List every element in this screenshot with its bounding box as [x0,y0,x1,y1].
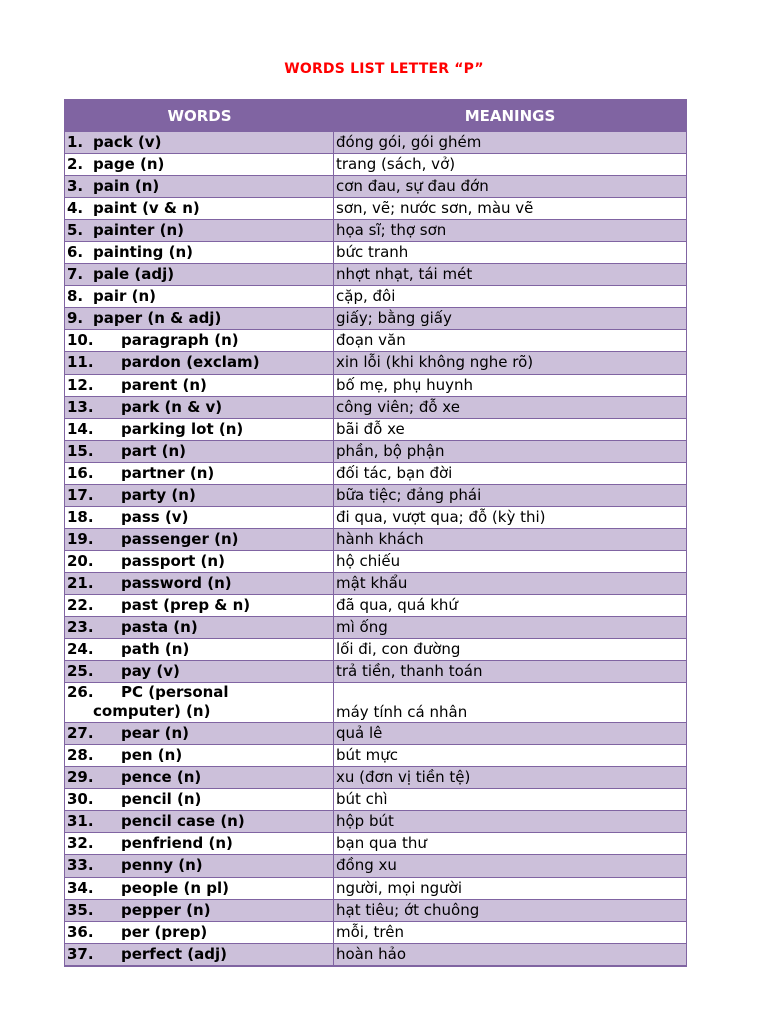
table-row [65,745,686,767]
word-text: paragraph (n) [121,331,239,350]
table-row [65,132,686,154]
row-number: 6. [67,243,84,262]
row-number: 34. [67,878,94,897]
row-number: 36. [67,922,94,941]
table-row [65,375,686,397]
word-text: paint (v & n) [93,199,200,218]
word-text: party (n) [121,485,196,504]
word-text: pardon (exclam) [121,353,260,372]
word-text: pale (adj) [93,265,175,284]
word-cell [65,397,334,418]
meaning-cell: quả lê [336,724,383,743]
word-text: painter (n) [93,221,185,240]
word-cell [65,264,334,285]
word-text: PC (personal [121,683,229,702]
word-text: part (n) [121,441,187,460]
word-cell [65,419,334,440]
word-text: pencil case (n) [121,812,245,831]
word-cell [65,441,334,462]
row-number: 13. [67,397,94,416]
row-number: 30. [67,790,94,809]
word-cell [65,639,334,660]
meaning-cell: hạt tiêu; ớt chuông [336,900,480,919]
meaning-cell: bữa tiệc; đảng phái [336,485,482,504]
meaning-cell: đồng xu [336,856,397,875]
row-number: 23. [67,618,94,637]
meaning-cell: mỗi, trên [336,922,404,941]
header-words: WORDS [167,106,232,125]
meaning-cell: trang (sách, vở) [336,155,456,174]
table-row [65,617,686,639]
row-number: 29. [67,768,94,787]
meaning-cell: hộp bút [336,812,394,831]
row-number: 32. [67,834,94,853]
meaning-cell: bãi đỗ xe [336,419,405,438]
meaning-cell: hoàn hảo [336,944,407,963]
row-number: 15. [67,441,94,460]
meaning-cell: bút mực [336,746,399,765]
table-row [65,878,686,900]
table-row [65,767,686,789]
word-cell [65,900,334,921]
meaning-cell: đã qua, quá khứ [336,595,458,614]
word-text: paper (n & adj) [93,309,222,328]
table-row [65,154,686,176]
row-number: 14. [67,419,94,438]
word-text: pack (v) [93,133,162,151]
word-cell [65,922,334,943]
row-number: 35. [67,900,94,919]
word-cell [65,132,334,153]
row-number: 7. [67,265,84,284]
table-row [65,441,686,463]
word-cell [65,529,334,550]
meaning-cell: đoạn văn [336,331,406,350]
meaning-cell: đóng gói, gói ghém [336,133,482,151]
row-number: 3. [67,177,84,196]
row-number: 5. [67,221,84,240]
word-text: pear (n) [121,724,190,743]
word-cell [65,723,334,744]
page-title: WORDS LIST LETTER “P” [284,61,484,77]
word-text: perfect (adj) [121,944,228,963]
word-cell [65,833,334,854]
word-text: per (prep) [121,922,208,941]
word-text-continued: computer) (n) [93,702,211,721]
row-number: 27. [67,724,94,743]
meaning-cell: đi qua, vượt qua; đỗ (kỳ thi) [336,507,546,526]
table-row [65,352,686,374]
row-number: 25. [67,662,94,681]
table-row [65,855,686,877]
table-row [65,330,686,352]
word-text: pass (v) [121,507,189,526]
word-text: past (prep & n) [121,595,251,614]
row-number: 21. [67,573,94,592]
row-number: 37. [67,944,94,963]
meaning-cell: trả tiền, thanh toán [336,662,483,681]
word-text: passenger (n) [121,529,239,548]
word-text: passport (n) [121,551,225,570]
word-cell [65,330,334,351]
meaning-cell: công viên; đỗ xe [336,397,460,416]
meaning-cell: bức tranh [336,243,409,262]
row-number: 16. [67,463,94,482]
word-text: penfriend (n) [121,834,233,853]
row-number: 8. [67,287,84,306]
table-row [65,485,686,507]
meaning-cell: lối đi, con đường [336,640,461,659]
word-cell [65,551,334,572]
word-text: pepper (n) [121,900,211,919]
meaning-cell: hành khách [336,529,424,548]
word-text: parking lot (n) [121,419,244,438]
table-row [65,264,686,286]
word-cell [65,789,334,810]
meaning-cell: cặp, đôi [336,287,396,306]
row-number: 17. [67,485,94,504]
meaning-cell: nhợt nhạt, tái mét [336,265,473,284]
table-row [65,551,686,573]
word-text: pence (n) [121,768,202,787]
table-row [65,811,686,833]
word-cell [65,944,334,965]
row-number: 1. [67,133,84,151]
meaning-cell: mật khẩu [336,573,408,592]
table-row [65,900,686,922]
word-text: page (n) [93,155,165,174]
meaning-cell: máy tính cá nhân [336,703,468,722]
word-text: path (n) [121,640,190,659]
word-cell [65,463,334,484]
meaning-cell: sơn, vẽ; nước sơn, màu vẽ [336,199,534,218]
row-number: 20. [67,551,94,570]
word-cell [65,617,334,638]
table-row [65,595,686,617]
row-number: 10. [67,331,94,350]
word-cell [65,242,334,263]
word-text: pen (n) [121,746,183,765]
word-cell [65,811,334,832]
meaning-cell: bố mẹ, phụ huynh [336,375,474,394]
table-row [65,308,686,330]
meaning-cell: đối tác, bạn đời [336,463,453,482]
word-text: password (n) [121,573,232,592]
word-cell [65,220,334,241]
table-row [65,463,686,485]
word-text: park (n & v) [121,397,223,416]
word-cell [65,485,334,506]
table-row [65,529,686,551]
word-text: penny (n) [121,856,203,875]
table-row [65,198,686,220]
word-cell [65,573,334,594]
row-number: 12. [67,375,94,394]
word-cell [65,198,334,219]
row-number: 9. [67,309,84,328]
table-row [65,723,686,745]
word-text: pencil (n) [121,790,202,809]
word-text: pay (v) [121,662,180,681]
word-cell [65,595,334,616]
row-number: 11. [67,353,94,372]
table-row [65,286,686,308]
table-row [65,573,686,595]
table-row [65,922,686,944]
word-cell [65,507,334,528]
table-row [65,507,686,529]
word-cell [65,745,334,766]
word-text: people (n pl) [121,878,229,897]
meaning-cell: xu (đơn vị tiền tệ) [336,768,471,787]
header-meanings: MEANINGS [464,106,556,125]
table-row [65,242,686,264]
meaning-cell: họa sĩ; thợ sơn [336,221,447,240]
meaning-cell: phần, bộ phận [336,441,445,460]
word-text: parent (n) [121,375,207,394]
meaning-cell: người, mọi người [336,878,463,897]
word-cell [65,661,334,682]
word-cell [65,352,334,373]
meaning-cell: bút chì [336,790,388,809]
meaning-cell: giấy; bằng giấy [336,309,452,328]
row-number: 26. [67,683,94,702]
word-cell [65,286,334,307]
table-row [65,176,686,198]
word-cell [65,308,334,329]
table-row [65,789,686,811]
table-row [65,833,686,855]
word-cell [65,855,334,876]
row-number: 28. [67,746,94,765]
row-number: 33. [67,856,94,875]
meaning-cell: mì ống [336,618,388,637]
table-row [65,639,686,661]
table-row [65,397,686,419]
table-row [65,683,686,723]
table-body [65,132,686,966]
meaning-cell: cơn đau, sự đau đớn [336,177,489,196]
meaning-cell: hộ chiếu [336,551,401,570]
row-number: 4. [67,199,84,218]
word-text: partner (n) [121,463,215,482]
meaning-cell: xin lỗi (khi không nghe rõ) [336,353,534,372]
word-text: pain (n) [93,177,160,196]
row-number: 31. [67,812,94,831]
word-text: pair (n) [93,287,157,306]
table-row [65,220,686,242]
word-cell [65,176,334,197]
row-number: 24. [67,640,94,659]
meaning-cell: bạn qua thư [336,834,427,853]
word-text: painting (n) [93,243,194,262]
word-cell [65,878,334,899]
row-number: 19. [67,529,94,548]
words-table [64,99,687,967]
table-row [65,661,686,683]
word-text: pasta (n) [121,618,198,637]
row-number: 2. [67,155,84,174]
word-cell [65,154,334,175]
word-cell [65,683,334,722]
word-cell [65,767,334,788]
row-number: 22. [67,595,94,614]
table-row [65,944,686,966]
table-header [65,100,686,132]
word-cell [65,375,334,396]
row-number: 18. [67,507,94,526]
table-row [65,419,686,441]
